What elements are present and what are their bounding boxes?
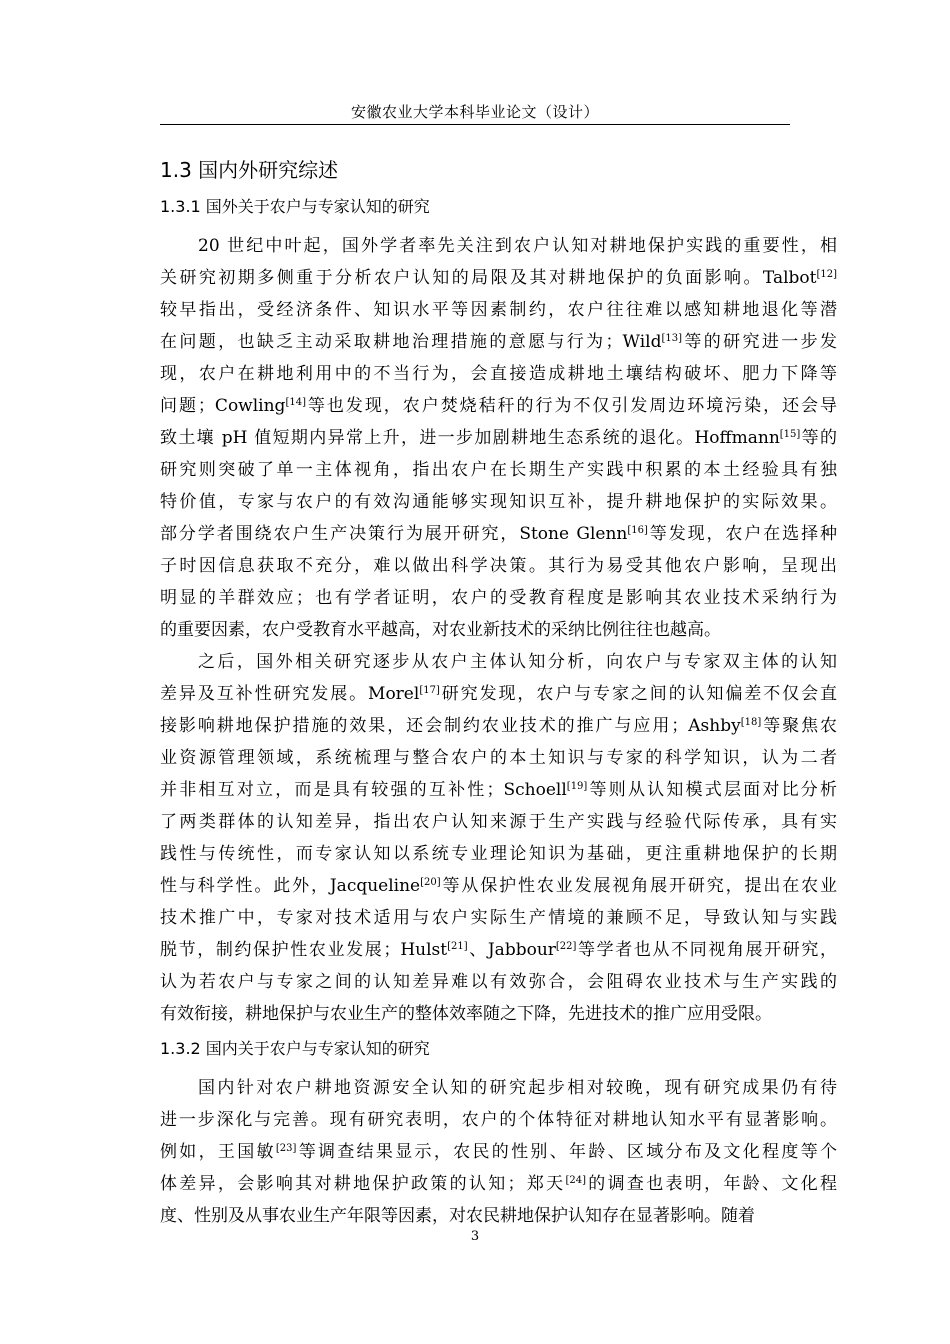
running-header: 安徽农业大学本科毕业论文（设计） bbox=[350, 103, 599, 121]
text-line bbox=[160, 390, 837, 422]
text-run: 业资源管理领域，系统梳理与整合农户的本土知识与专家的科学知识，认为二者 bbox=[160, 748, 837, 768]
text-run: 技术推广中，专家对技术适用与农户实际生产情境的兼顾不足，导致认知与实践 bbox=[160, 908, 837, 928]
text-run: 例如，王国敏 bbox=[160, 1142, 276, 1162]
text-run: 性与科学性。此外，Jacqueline bbox=[160, 876, 421, 896]
text-run: 现，农户在耕地利用中的不当行为，会直接造成耕地土壤结构破坏、肥力下降等 bbox=[160, 364, 837, 384]
text-run: 接影响耕地保护措施的效果，还会制约农业技术的推广与应用；Ashby bbox=[160, 716, 741, 736]
text-run: 等也发现，农户焚烧秸秆的行为不仅引发周边环境污染，还会导 bbox=[305, 396, 837, 416]
citation-ref: [24] bbox=[565, 1175, 586, 1186]
text-run: 之后，国外相关研究逐步从农户主体认知分析，向农户与专家双主体的认知 bbox=[198, 652, 837, 672]
text-run: 践性与传统性，而专家认知以系统专业理论知识为基础，更注重耕地保护的长期 bbox=[160, 844, 837, 864]
citation-ref: [12] bbox=[816, 269, 837, 280]
text-line bbox=[160, 614, 837, 646]
text-run: 问题；Cowling bbox=[160, 396, 286, 416]
text-run: 在问题，也缺乏主动采取耕地治理措施的意愿与行为；Wild bbox=[160, 332, 662, 352]
text-line bbox=[160, 550, 837, 582]
text-line bbox=[160, 518, 837, 550]
text-run: 等调查结果显示，农民的性别、年龄、区域分布及文化程度等个 bbox=[296, 1142, 837, 1162]
text-run: 致土壤 pH 值短期内异常上升，进一步加剧耕地生态系统的退化。Hoffmann bbox=[160, 428, 780, 448]
text-line bbox=[160, 422, 837, 454]
text-line bbox=[160, 294, 837, 326]
text-run: 特价值，专家与农户的有效沟通能够实现知识互补，提升耕地保护的实际效果。 bbox=[160, 492, 837, 512]
text-run: 的重要因素，农户受教育水平越高，对农业新技术的采纳比例往往也越高。 bbox=[160, 620, 721, 640]
text-line bbox=[160, 774, 837, 806]
text-run: 脱节，制约保护性农业发展；Hulst bbox=[160, 940, 448, 960]
text-line bbox=[160, 710, 837, 742]
text-run: 关研究初期多侧重于分析农户认知的局限及其对耕地保护的负面影响。Talbot bbox=[160, 268, 817, 288]
text-line bbox=[160, 1136, 837, 1168]
citation-ref: [20] bbox=[420, 877, 441, 888]
text-run: 并非相互对立，而是具有较强的互补性；Schoell bbox=[160, 780, 567, 800]
text-line bbox=[160, 966, 837, 998]
text-run: 20 世纪中叶起，国外学者率先关注到农户认知对耕地保护实践的重要性，相 bbox=[198, 236, 837, 256]
text-line bbox=[198, 646, 837, 678]
text-run: 研究则突破了单一主体视角，指出农户在长期生产实践中积累的本土经验具有独 bbox=[160, 460, 837, 480]
citation-ref: [19] bbox=[566, 781, 588, 792]
header-rule bbox=[160, 124, 790, 125]
citation-ref: [23] bbox=[275, 1143, 297, 1154]
text-run: 等学者也从不同视角展开研究， bbox=[576, 940, 837, 960]
citation-ref: [13] bbox=[661, 333, 683, 344]
text-run: 部分学者围绕农户生产决策行为展开研究，Stone Glenn bbox=[160, 524, 628, 544]
citation-ref: [21] bbox=[447, 941, 468, 952]
text-run: 等从保护性农业发展视角展开研究，提出在农业 bbox=[440, 876, 837, 896]
text-run: 等的研究进一步发 bbox=[682, 332, 837, 352]
subsection-heading-2: 1.3.2 国内关于农户与专家认知的研究 bbox=[160, 1039, 430, 1058]
citation-ref: [16] bbox=[627, 525, 648, 536]
text-run: 等聚焦农 bbox=[761, 716, 837, 736]
text-run: 等的 bbox=[800, 428, 837, 448]
text-line bbox=[160, 678, 837, 710]
text-run: 、Jabbour bbox=[467, 940, 556, 960]
text-run: 子时因信息获取不充分，难以做出科学决策。其行为易受其他农户影响，呈现出 bbox=[160, 556, 837, 576]
text-line bbox=[160, 998, 837, 1030]
text-line bbox=[160, 358, 837, 390]
text-line bbox=[160, 742, 837, 774]
text-run: 较早指出，受经济条件、知识水平等因素制约，农户往往难以感知耕地退化等潜 bbox=[160, 300, 837, 320]
page-number: 3 bbox=[470, 1229, 480, 1244]
text-line bbox=[160, 262, 837, 294]
text-line bbox=[160, 934, 837, 966]
citation-ref: [15] bbox=[779, 429, 801, 440]
text-line bbox=[160, 870, 837, 902]
text-run: 进一步深化与完善。现有研究表明，农户的个体特征对耕地认知水平有显著影响。 bbox=[160, 1110, 837, 1130]
text-run: 的调查也表明，年龄、文化程 bbox=[586, 1174, 837, 1194]
text-line bbox=[160, 1168, 837, 1200]
subsection-heading-1: 1.3.1 国外关于农户与专家认知的研究 bbox=[160, 197, 430, 216]
section-heading: 1.3 国内外研究综述 bbox=[160, 158, 339, 182]
text-line bbox=[160, 806, 837, 838]
text-run: 明显的羊群效应；也有学者证明，农户的受教育程度是影响其农业技术采纳行为 bbox=[160, 588, 837, 608]
text-run: 度、性别及从事农业生产年限等因素，对农民耕地保护认知存在显著影响。随着 bbox=[160, 1206, 755, 1226]
citation-ref: [22] bbox=[555, 941, 577, 952]
text-line bbox=[160, 838, 837, 870]
citation-ref: [14] bbox=[285, 397, 306, 408]
text-line bbox=[160, 486, 837, 518]
text-line bbox=[198, 230, 837, 262]
text-run: 体差异，会影响其对耕地保护政策的认知；郑天 bbox=[160, 1174, 566, 1194]
text-run: 差异及互补性研究发展。Morel bbox=[160, 684, 420, 704]
citation-ref: [18] bbox=[740, 717, 762, 728]
text-run: 国内针对农户耕地资源安全认知的研究起步相对较晚，现有研究成果仍有待 bbox=[198, 1078, 837, 1098]
text-run: 了两类群体的认知差异，指出农户认知来源于生产实践与经验代际传承，具有实 bbox=[160, 812, 837, 832]
text-run: 研究发现，农户与专家之间的认知偏差不仅会直 bbox=[439, 684, 837, 704]
text-line bbox=[160, 454, 837, 486]
text-line bbox=[198, 1072, 837, 1104]
text-line bbox=[160, 582, 837, 614]
text-run: 认为若农户与专家之间的认知差异难以有效弥合，会阻碍农业技术与生产实践的 bbox=[160, 972, 837, 992]
citation-ref: [17] bbox=[419, 685, 440, 696]
text-run: 等发现，农户在选择种 bbox=[647, 524, 837, 544]
text-run: 等则从认知模式层面对比分析 bbox=[587, 780, 837, 800]
text-line bbox=[160, 1104, 837, 1136]
text-line bbox=[160, 902, 837, 934]
text-line bbox=[160, 326, 837, 358]
text-run: 有效衔接，耕地保护与农业生产的整体效率随之下降，先进技术的推广应用受限。 bbox=[160, 1004, 772, 1024]
